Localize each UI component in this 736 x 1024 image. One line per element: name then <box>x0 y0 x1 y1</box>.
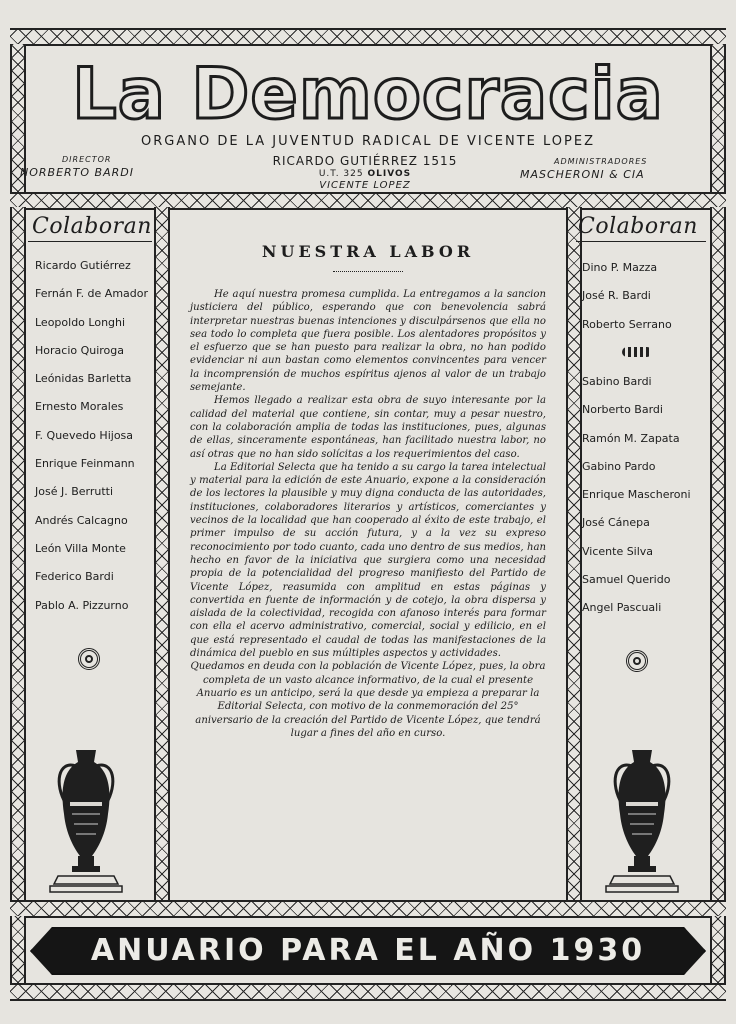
address-street: RICARDO GUTIÉRREZ 1515 <box>272 154 458 168</box>
list-item: Ricardo Gutiérrez <box>35 259 131 272</box>
list-item: Samuel Querido <box>582 573 671 587</box>
list-item: Gabino Pardo <box>582 459 656 473</box>
anuario-banner-text: ANUARIO PARA EL AÑO 1930 <box>90 933 646 968</box>
list-item: Enrique Mascheroni <box>582 488 691 502</box>
left-outer-column-band <box>10 207 26 900</box>
list-item: Federico Bardi <box>35 570 114 584</box>
right-collaborators-list-top <box>582 258 672 343</box>
top-border-band <box>10 28 726 46</box>
left-heading-rule <box>28 241 152 242</box>
list-item: José Cánepa <box>582 516 650 530</box>
right-inner-column-band <box>566 207 582 900</box>
article-title-rule <box>333 271 403 272</box>
list-item: Enrique Feinmann <box>35 457 135 471</box>
right-vase-icon <box>604 744 680 894</box>
list-item: José R. Bardi <box>582 289 651 303</box>
masthead-title: La Democracia <box>72 53 664 135</box>
knot-ornament-icon <box>626 650 648 672</box>
list-item: Fernán F. de Amador <box>35 287 149 301</box>
masthead-subtitle: ORGANO DE LA JUVENTUD RADICAL DE VICENTE LOPEZ <box>141 134 595 149</box>
list-item: Pablo A. Pizzurno <box>35 598 129 612</box>
article-paragraph: He aquí nuestra promesa cumplida. La entregamos a la sancion justiciera del público, esperando que con benevolencia sabrá interpretar nuestras buenas intenciones y disculpársenos que ella no sea todo lo completa que fuera posible. Los alentadores propósitos y el esfuerzo que se han puesto para realizar la obra, no han podido evidenciar ni aun bastan como elementos convincentes para vencer la incomprensión de muchos espíritus ajenos al valor de un trabajo semejante. <box>190 289 546 394</box>
list-item: Ernesto Morales <box>35 400 124 414</box>
article-body <box>190 288 546 740</box>
left-collaborators-list <box>35 256 148 624</box>
list-item: Vicente Silva <box>582 544 654 558</box>
article-paragraph: La Editorial Selecta que ha tenido a su cargo la tarea intelectual y material para la edición de este Anuario, expone a la consideración de los lectores la plausible y muy digna conducta de las autoridades, instituciones, colaboradores literarios y artísticos, comerciantes y vecinos de la localidad que han cooperado al éxito de este trabajo, el primer impulso de su acción futura, y a la vez su expreso reconocimiento por todo cuanto, cada uno dentro de sus medios, han hecho en favor de la iniciativa que surgiera como una necesidad propia de la potencialidad del progreso manifiesto del Partido de Vicente López, reasumida con amplitud en estas páginas y convertida en fuente de información y de cotejo, la obra dispersa y aislada de la colectividad, recogida con afanoso interés para formar con ella el acervo administrativo, comercial, social y edilicio, en el que está representado el caudal de todas las manifestaciones de la dinámica del pueblo en sus múltiples aspectos y actividades. <box>190 461 546 660</box>
address-phone-prefix: U.T. 325 <box>318 169 364 179</box>
admin-name: MASCHERONI & CIA <box>520 168 645 181</box>
article-title: NUESTRA LABOR <box>261 242 475 261</box>
address-phone-exchange: OLIVOS <box>367 169 412 179</box>
masthead-right-band <box>710 44 726 192</box>
list-item: Norberto Bardi <box>582 403 663 417</box>
right-column-heading: Colaboran <box>578 214 698 239</box>
bottom-right-band <box>710 916 726 983</box>
bottom-upper-band <box>10 900 726 918</box>
right-heading-rule <box>576 241 706 242</box>
bottom-left-band <box>10 916 26 983</box>
list-item: Angel Pascuali <box>582 601 662 615</box>
address-phone <box>250 169 480 179</box>
list-item: Sabino Bardi <box>582 375 652 388</box>
article-paragraph: Quedamos en deuda con la población de Vicente López, pues, la obra completa de un vasto alcance informativo, de la cual el presente Anuario es un anticipo, será la que desde ya empieza a preparar la Editorial Selecta, con motivo de la conmemoración del 25° aniversario de la creación del Partido de Vicente López, que tendrá lugar a fines del año en curso. <box>190 661 546 739</box>
address-city: VICENTE LOPEZ <box>319 180 411 191</box>
divider-ornament-icon <box>622 347 652 357</box>
article-paragraph: Hemos llegado a realizar esta obra de suyo interesante por la calidad del material que contiene, sin contar, muy a pesar nuestro, con la colaboración amplia de todas las instituciones, pues, algunas de ellas, sinceramente espontáneas, han facilitado nuestra labor, no así otras que no han sido solícitas a los requerimientos del caso. <box>190 395 546 460</box>
list-item: José J. Berrutti <box>35 485 114 499</box>
left-inner-column-band <box>154 207 170 900</box>
bottom-lower-band <box>10 983 726 1001</box>
left-vase-icon <box>48 744 124 894</box>
list-item: Horacio Quiroga <box>35 343 125 357</box>
list-item: León Villa Monte <box>35 541 126 555</box>
list-item: Leopoldo Longhi <box>35 315 126 329</box>
list-item: Ramón M. Zapata <box>582 431 680 445</box>
right-collaborators-list-bottom <box>582 372 691 627</box>
list-item: Andrés Calcagno <box>35 513 128 527</box>
knot-ornament-icon <box>78 648 100 670</box>
list-item: Dino P. Mazza <box>582 261 658 274</box>
list-item: Roberto Serrano <box>582 317 672 331</box>
director-name: NORBERTO BARDI <box>20 166 134 179</box>
admin-label: ADMINISTRADORES <box>554 157 648 166</box>
masthead-lower-band <box>10 192 726 210</box>
left-column-heading: Colaboran <box>32 214 152 239</box>
director-label: DIRECTOR <box>62 155 112 164</box>
list-item: F. Quevedo Hijosa <box>35 428 134 442</box>
right-outer-column-band <box>710 207 726 900</box>
list-item: Leónidas Barletta <box>35 372 132 386</box>
